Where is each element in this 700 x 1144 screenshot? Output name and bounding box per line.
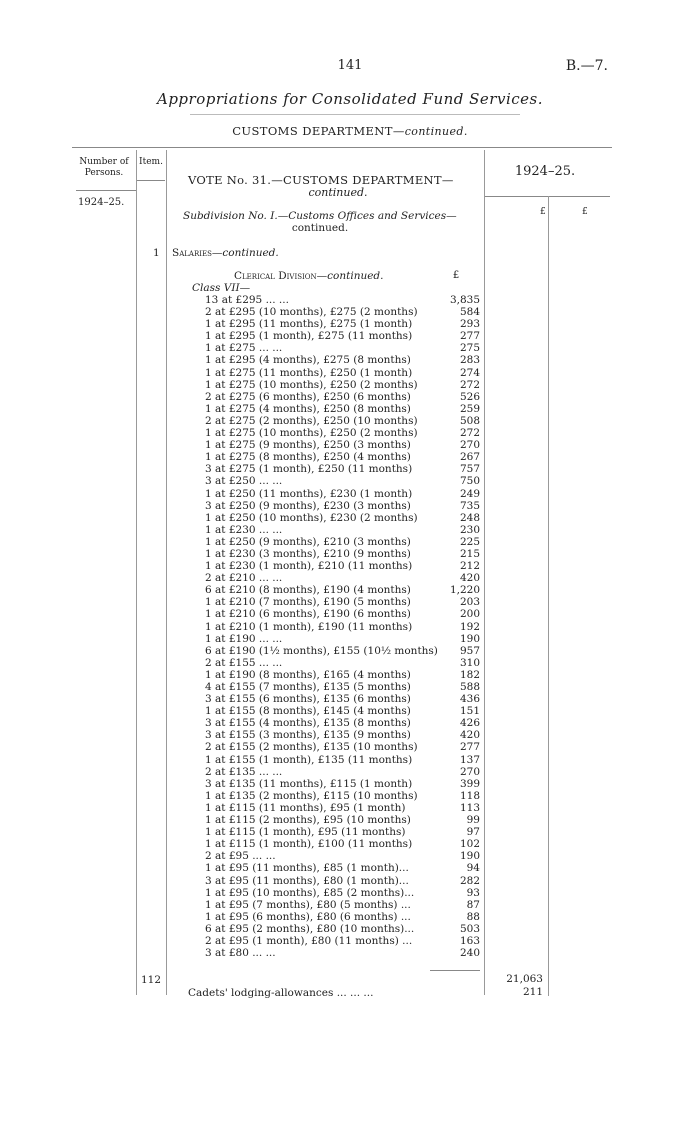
title-rule [190,114,520,115]
year-left: 1924–25. [78,197,125,208]
salary-row [205,669,480,681]
salary-row [205,923,480,935]
salary-row [205,572,480,584]
salary-row-description: 2 at £275 (2 months), £250 (10 months) [205,414,418,427]
salary-row [205,403,480,415]
department-title [0,124,700,138]
subdivision-continued: continued. [291,222,349,234]
salary-row-amount: 88 [466,910,480,923]
salary-row-description: 2 at £135 ... ... [205,765,283,778]
department-continued: continued. [404,125,468,138]
col-divider-amount [484,150,485,995]
salary-row-description: 2 at £155 (2 months), £135 (10 months) [205,741,418,754]
salary-row [205,391,480,403]
salary-row-description: 1 at £250 (11 months), £230 (1 month) [205,487,413,500]
salary-row-amount: 735 [459,499,480,512]
salary-row-description: 1 at £115 (1 month), £100 (11 months) [205,838,413,851]
salary-row-description: 1 at £115 (11 months), £95 (1 month) [205,801,406,814]
salary-row-description: 6 at £95 (2 months), £80 (10 months)... [205,922,415,935]
salary-row [205,778,480,790]
salary-row [205,729,480,741]
salary-row [205,463,480,475]
col-divider-item [166,150,167,995]
salary-row-description: 1 at £95 (6 months), £80 (6 months) ... [205,910,411,923]
salary-row-description: 1 at £275 (11 months), £250 (1 month) [205,366,413,379]
cadets-allowance-label: Cadets' lodging-allowances ... ... ... [188,987,374,999]
salary-row-amount: 87 [466,898,480,911]
salary-row-amount: 259 [459,402,480,415]
salary-row-amount: 399 [459,777,480,790]
salary-row-description: 2 at £95 ... ... [205,850,276,863]
persons-total: 112 [141,974,162,986]
salary-row [205,802,480,814]
salary-row-description: 1 at £275 (4 months), £250 (8 months) [205,402,411,415]
salary-row [205,657,480,669]
salary-row-amount: 200 [459,608,480,621]
page-number: 141 [337,58,363,73]
salary-row [205,548,480,560]
salary-row-description: 1 at £135 (2 months), £115 (10 months) [205,789,418,802]
salaries-total: 21,063 [506,973,543,985]
subdivision-title: Subdivision No. I.—Customs Offices and Services— [183,210,457,222]
salary-row-amount: 584 [459,306,480,319]
salary-row-description: 3 at £155 (6 months), £135 (6 months) [205,693,411,706]
salary-row-amount: 225 [459,535,480,548]
salary-row [205,512,480,524]
salary-row [205,911,480,923]
salary-row-description: 6 at £210 (8 months), £190 (4 months) [205,584,411,597]
salary-row-amount: 137 [459,753,480,766]
salary-row [205,887,480,899]
salary-row-amount: 272 [459,427,480,440]
salary-row-description: 3 at £155 (3 months), £135 (9 months) [205,729,411,742]
salary-row-amount: 190 [459,632,480,645]
salary-row [205,717,480,729]
division-heading [234,270,384,282]
salary-row-amount: 508 [459,414,480,427]
salary-row-amount: 192 [459,620,480,633]
salary-row-amount: 240 [459,947,480,960]
salary-row-amount: 274 [459,366,480,379]
salary-row-description: 3 at £250 ... ... [205,475,283,488]
salary-row [205,621,480,633]
salary-row [205,475,480,487]
currency-header-1: £ [540,207,546,217]
salary-row-description: 1 at £95 (7 months), £80 (5 months) ... [205,898,411,911]
salary-row [205,427,480,439]
salary-row-description: 1 at £230 (1 month), £210 (11 months) [205,560,413,573]
salary-row-amount: 420 [459,729,480,742]
salary-row-amount: 277 [459,741,480,754]
salary-row [205,741,480,753]
number-of-persons-header: Number of Persons. [79,157,129,178]
salary-row-amount: 283 [459,354,480,367]
salary-row [205,451,480,463]
salary-row-description: 2 at £295 (10 months), £275 (2 months) [205,306,418,319]
department-name: CUSTOMS DEPARTMENT— [232,124,405,138]
salary-row-description: 1 at £115 (2 months), £95 (10 months) [205,814,411,827]
salary-row-description: 2 at £275 (6 months), £250 (6 months) [205,390,411,403]
salary-row [205,330,480,342]
salary-row-description: 13 at £295 ... ... [205,294,289,306]
salary-row-description: 1 at £275 ... ... [205,342,283,355]
salary-row-amount: 151 [459,705,480,718]
salary-row [205,790,480,802]
salary-row-amount: 163 [459,934,480,947]
salary-row-amount: 426 [459,717,480,730]
salary-row [205,584,480,596]
salary-row-description: 1 at £250 (10 months), £230 (2 months) [205,511,418,524]
salary-row-amount: 93 [466,886,480,899]
salary-row-amount: 248 [459,511,480,524]
salary-row-description: 1 at £115 (1 month), £95 (11 months) [205,826,406,839]
salary-row-description: 1 at £230 ... ... [205,523,283,536]
salary-row-description: 2 at £210 ... ... [205,572,283,585]
salary-row [205,935,480,947]
salary-row-description: 2 at £155 ... ... [205,656,283,669]
salary-row-amount: 275 [459,342,480,355]
salary-row [205,415,480,427]
vote-continued: continued. [308,186,368,199]
appropriations-title: Appropriations for Consolidated Fund Services. [156,90,543,108]
salary-row-amount: 203 [459,596,480,609]
salary-row-description: 1 at £275 (8 months), £250 (4 months) [205,451,411,464]
salary-row-description: 3 at £250 (9 months), £230 (3 months) [205,499,411,512]
salary-row-description: 1 at £155 (1 month), £135 (11 months) [205,753,413,766]
salary-row [205,379,480,391]
salary-row [205,838,480,850]
salary-row-description: 1 at £210 (7 months), £190 (5 months) [205,596,411,609]
salary-row-amount: 588 [459,681,480,693]
salary-row-amount: 270 [459,765,480,778]
division-continued: —continued. [316,270,384,282]
salary-row-amount: 272 [459,378,480,391]
salary-row-amount: 230 [459,523,480,536]
salary-row [205,560,480,572]
salary-row [205,875,480,887]
salary-row [205,342,480,354]
salary-row [205,439,480,451]
salaries-continued: —continued. [211,247,279,259]
salary-row-amount: 957 [459,644,480,657]
salary-row-amount: 249 [459,487,480,500]
col-divider-right [548,196,549,996]
salary-row-amount: 97 [466,826,480,839]
salary-row-amount: 436 [459,693,480,706]
salary-row [205,500,480,512]
salary-row [205,306,480,318]
total-rule [430,970,480,971]
salary-row [205,754,480,766]
salary-row-description: 6 at £190 (1½ months), £155 (10½ months) [205,644,438,657]
header-rule-left [76,190,136,191]
salary-row [205,850,480,862]
item-header: Item. [139,157,163,167]
salary-row [205,681,480,693]
salary-row [205,766,480,778]
salary-row-amount: 420 [459,572,480,585]
currency-header-2: £ [582,207,588,217]
salary-row-amount: 190 [459,850,480,863]
salary-row-amount: 503 [459,922,480,935]
salary-row-description: 1 at £95 (11 months), £85 (1 month)... [205,862,409,875]
salary-row-description: 1 at £295 (1 month), £275 (11 months) [205,330,413,343]
salary-row-description: 3 at £135 (11 months), £115 (1 month) [205,777,413,790]
salary-row [205,318,480,330]
salary-row-amount: 118 [459,789,480,802]
salary-row-description: 1 at £275 (10 months), £250 (2 months) [205,427,418,440]
salary-row-description: 1 at £295 (11 months), £275 (1 month) [205,318,413,331]
salary-row-description: 1 at £190 (8 months), £165 (4 months) [205,668,411,681]
salary-row-description: 1 at £210 (1 month), £190 (11 months) [205,620,413,633]
salary-row-amount: 94 [466,862,480,875]
salary-row-amount: 182 [459,668,480,681]
salary-row [205,705,480,717]
item-header-rule [137,180,165,181]
salary-row-description: 1 at £275 (9 months), £250 (3 months) [205,439,411,452]
salary-row-description: 3 at £95 (11 months), £80 (1 month)... [205,874,409,887]
cadets-allowance-amount: 211 [522,986,543,998]
document-reference: B.—7. [565,58,608,74]
col-divider-persons [136,150,137,995]
salary-row-amount: 757 [459,463,480,476]
salary-row-description: 4 at £155 (7 months), £135 (5 months) [205,681,411,693]
salary-row [205,367,480,379]
salary-row [205,354,480,366]
salary-row [205,826,480,838]
salary-row-description: 1 at £95 (10 months), £85 (2 months)... [205,886,415,899]
salary-row-description: 1 at £295 (4 months), £275 (8 months) [205,354,411,367]
item-number: 1 [153,247,160,259]
salary-row-amount: 267 [459,451,480,464]
salary-row [205,947,480,959]
salary-row-amount: 1,220 [449,584,480,597]
salary-row-description: 1 at £210 (6 months), £190 (6 months) [205,608,411,621]
salary-row [205,814,480,826]
class-label: Class VII— [192,282,251,294]
salary-row [205,596,480,608]
salary-row [205,693,480,705]
salaries-heading [172,247,279,259]
salary-row-amount: 270 [459,439,480,452]
salary-row [205,524,480,536]
salary-row-description: 1 at £275 (10 months), £250 (2 months) [205,378,418,391]
vote-title: VOTE No. 31.—CUSTOMS DEPARTMENT— [188,173,454,187]
salary-row-description: 3 at £80 ... ... [205,947,276,960]
division-label: Clerical Division [234,270,317,282]
salary-row [205,608,480,620]
salary-row [205,862,480,874]
currency-detail: £ [452,270,460,281]
salary-row [205,645,480,657]
salary-row [205,633,480,645]
header-rule-right [484,196,610,197]
salary-row-amount: 113 [459,801,480,814]
salary-row-amount: 750 [459,475,480,488]
salary-row [205,294,480,306]
salary-row-amount: 99 [466,814,480,827]
salary-row-description: 3 at £155 (4 months), £135 (8 months) [205,717,411,730]
salary-row-amount: 526 [459,390,480,403]
top-rule [72,147,612,148]
salary-row [205,899,480,911]
salary-row [205,488,480,500]
salary-row [205,536,480,548]
salary-row-amount: 310 [459,656,480,669]
salary-row-amount: 277 [459,330,480,343]
salary-rows [205,294,480,959]
salary-row-description: 1 at £230 (3 months), £210 (9 months) [205,547,411,560]
salaries-label: Salaries [172,247,212,259]
salary-row-amount: 212 [459,560,480,573]
salary-row-amount: 102 [459,838,480,851]
salary-row-description: 1 at £190 ... ... [205,632,283,645]
salary-row-description: 3 at £275 (1 month), £250 (11 months) [205,463,413,476]
salary-row-amount: 282 [459,874,480,887]
salary-row-amount: 3,835 [449,294,480,306]
salary-row-description: 1 at £155 (8 months), £145 (4 months) [205,705,411,718]
salary-row-amount: 215 [459,547,480,560]
salary-row-description: 1 at £250 (9 months), £210 (3 months) [205,535,411,548]
salary-row-description: 2 at £95 (1 month), £80 (11 months) ... [205,934,413,947]
salary-row-amount: 293 [459,318,480,331]
year-right: 1924–25. [514,164,576,179]
